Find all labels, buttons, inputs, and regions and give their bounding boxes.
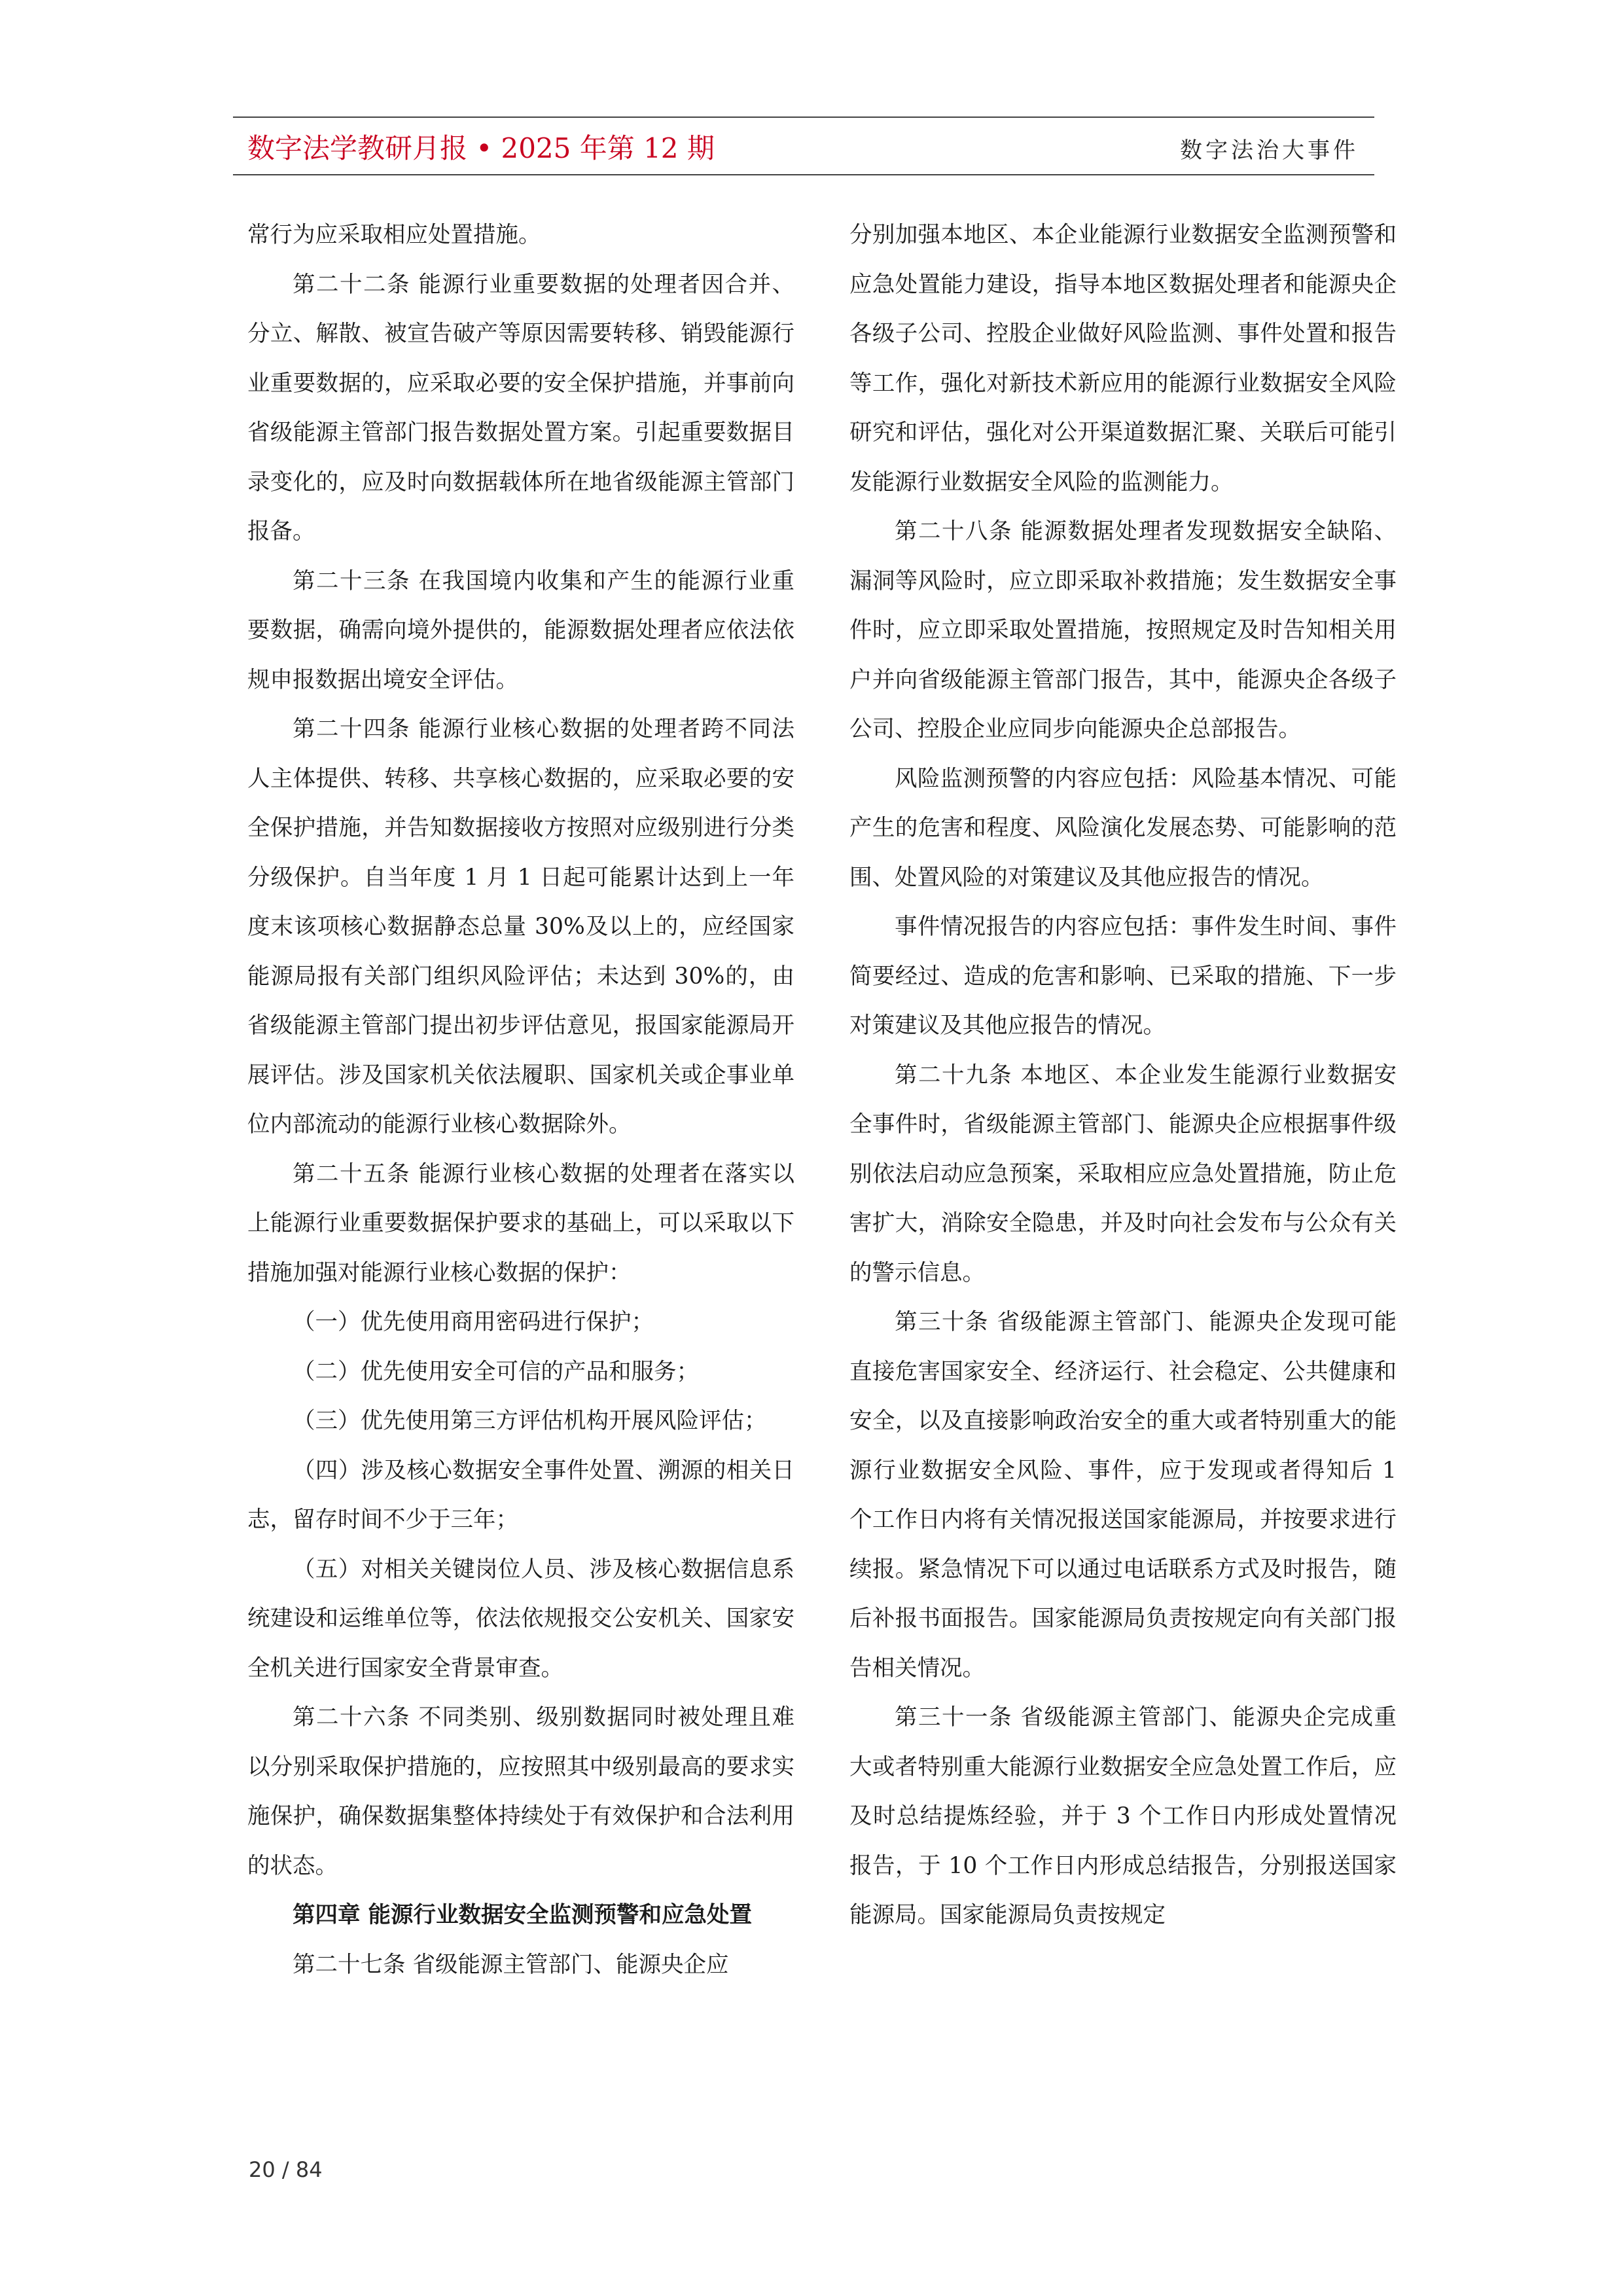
paragraph: 事件情况报告的内容应包括：事件发生时间、事件简要经过、造成的危害和影响、已采取的措施、下一步对策建议及其他应报告的情况。 bbox=[849, 914, 1397, 1039]
paragraph: 第二十八条 能源数据处理者发现数据安全缺陷、漏洞等风险时，应立即采取补救措施；发生数据安全事件时，应立即采取处置措施，按照规定及时告知相关用户并向省级能源主管部门报告，其中，能源央企各级子公司、控股企业应同步向能源央企总部报告。 bbox=[849, 518, 1397, 742]
paragraph: 第二十九条 本地区、本企业发生能源行业数据安全事件时，省级能源主管部门、能源央企应根据事件级别依法启动应急预案，采取相应应急处置措施，防止危害扩大，消除安全隐患，并及时向社会发布与公众有关的警示信息。 bbox=[849, 1062, 1397, 1286]
paragraph: 第三十条 省级能源主管部门、能源央企发现可能直接危害国家安全、经济运行、社会稳定、公共健康和安全，以及直接影响政治安全的重大或者特别重大的能源行业数据安全风险、事件，应于发现或者得知后 1 个工作日内将有关情况报送国家能源局，并按要求进行续报。紧急情况下可以通过电话联系方式及时报告，随后补报书面报告。国家能源局负责按规定向有关部门报告相关情况。 bbox=[849, 1309, 1397, 1681]
paragraph: 风险监测预警的内容应包括：风险基本情况、可能产生的危害和程度、风险演化发展态势、可能影响的范围、处置风险的对策建议及其他应报告的情况。 bbox=[849, 765, 1397, 891]
paragraph: 常行为应采取相应处置措施。 bbox=[247, 222, 541, 248]
section-title: 数字法治大事件 bbox=[1180, 137, 1359, 164]
paragraph: （三）优先使用第三方评估机构开展风险评估； bbox=[293, 1408, 767, 1434]
chapter-heading: 第四章 能源行业数据安全监测预警和应急处置 bbox=[293, 1902, 753, 1928]
page-number: 20 / 84 bbox=[249, 2157, 323, 2182]
paragraph: 第二十二条 能源行业重要数据的处理者因合并、分立、解散、被宣告破产等原因需要转移、销毁能源行业重要数据的，应采取必要的安全保护措施，并事前向省级能源主管部门报告数据处置方案。引起重要数据目录变化的，应及时向数据载体所在地省级能源主管部门报备。 bbox=[247, 271, 794, 545]
paragraph: （五）对相关关键岗位人员、涉及核心数据信息系统建设和运维单位等，依法依规报交公安机关、国家安全机关进行国家安全背景审查。 bbox=[247, 1556, 794, 1681]
journal-title: 数字法学教研月报 • 2025 年第 12 期 bbox=[247, 132, 715, 164]
paragraph: 第二十六条 不同类别、级别数据同时被处理且难以分别采取保护措施的，应按照其中级别最高的要求实施保护，确保数据集整体持续处于有效保护和合法利用的状态。 bbox=[247, 1704, 794, 1879]
paragraph: 第二十七条 省级能源主管部门、能源央企应 bbox=[293, 1951, 729, 1978]
paragraph: （一）优先使用商用密码进行保护； bbox=[293, 1309, 654, 1335]
paragraph: （二）优先使用安全可信的产品和服务； bbox=[293, 1358, 699, 1385]
paragraph: 第三十一条 省级能源主管部门、能源央企完成重大或者特别重大能源行业数据安全应急处置工作后，应及时总结提炼经验，并于 3 个工作日内形成处置情况报告，于 10 个工作日内形成总结报告，分别报送国家能源局。国家能源局负责按规定 bbox=[849, 1704, 1397, 1928]
paragraph: 第二十五条 能源行业核心数据的处理者在落实以上能源行业重要数据保护要求的基础上，可以采取以下措施加强对能源行业核心数据的保护： bbox=[247, 1160, 794, 1286]
running-header bbox=[233, 117, 1374, 175]
paragraph: 第二十四条 能源行业核心数据的处理者跨不同法人主体提供、转移、共享核心数据的，应采取必要的安全保护措施，并告知数据接收方按照对应级别进行分类分级保护。自当年度 1 月 1 日起可能累计达到上一年度末该项核心数据静态总量 30%及以上的，应经国家能源局报有关部门组织风险评估；未达到 30%的，由省级能源主管部门提出初步评估意见，报国家能源局开展评估。涉及国家机关依法履职、国家机关或企事业单位内部流动的能源行业核心数据除外。 bbox=[247, 716, 794, 1138]
paragraph: （四）涉及核心数据安全事件处置、溯源的相关日志，留存时间不少于三年； bbox=[247, 1457, 794, 1533]
paragraph: 分别加强本地区、本企业能源行业数据安全监测预警和应急处置能力建设，指导本地区数据处理者和能源央企各级子公司、控股企业做好风险监测、事件处置和报告等工作，强化对新技术新应用的能源行业数据安全风险研究和评估，强化对公开渠道数据汇聚、关联后可能引发能源行业数据安全风险的监测能力。 bbox=[849, 222, 1397, 495]
right-column bbox=[849, 211, 1397, 1941]
left-column bbox=[247, 211, 794, 1990]
paragraph: 第二十三条 在我国境内收集和产生的能源行业重要数据，确需向境外提供的，能源数据处理者应依法依规申报数据出境安全评估。 bbox=[247, 567, 794, 693]
